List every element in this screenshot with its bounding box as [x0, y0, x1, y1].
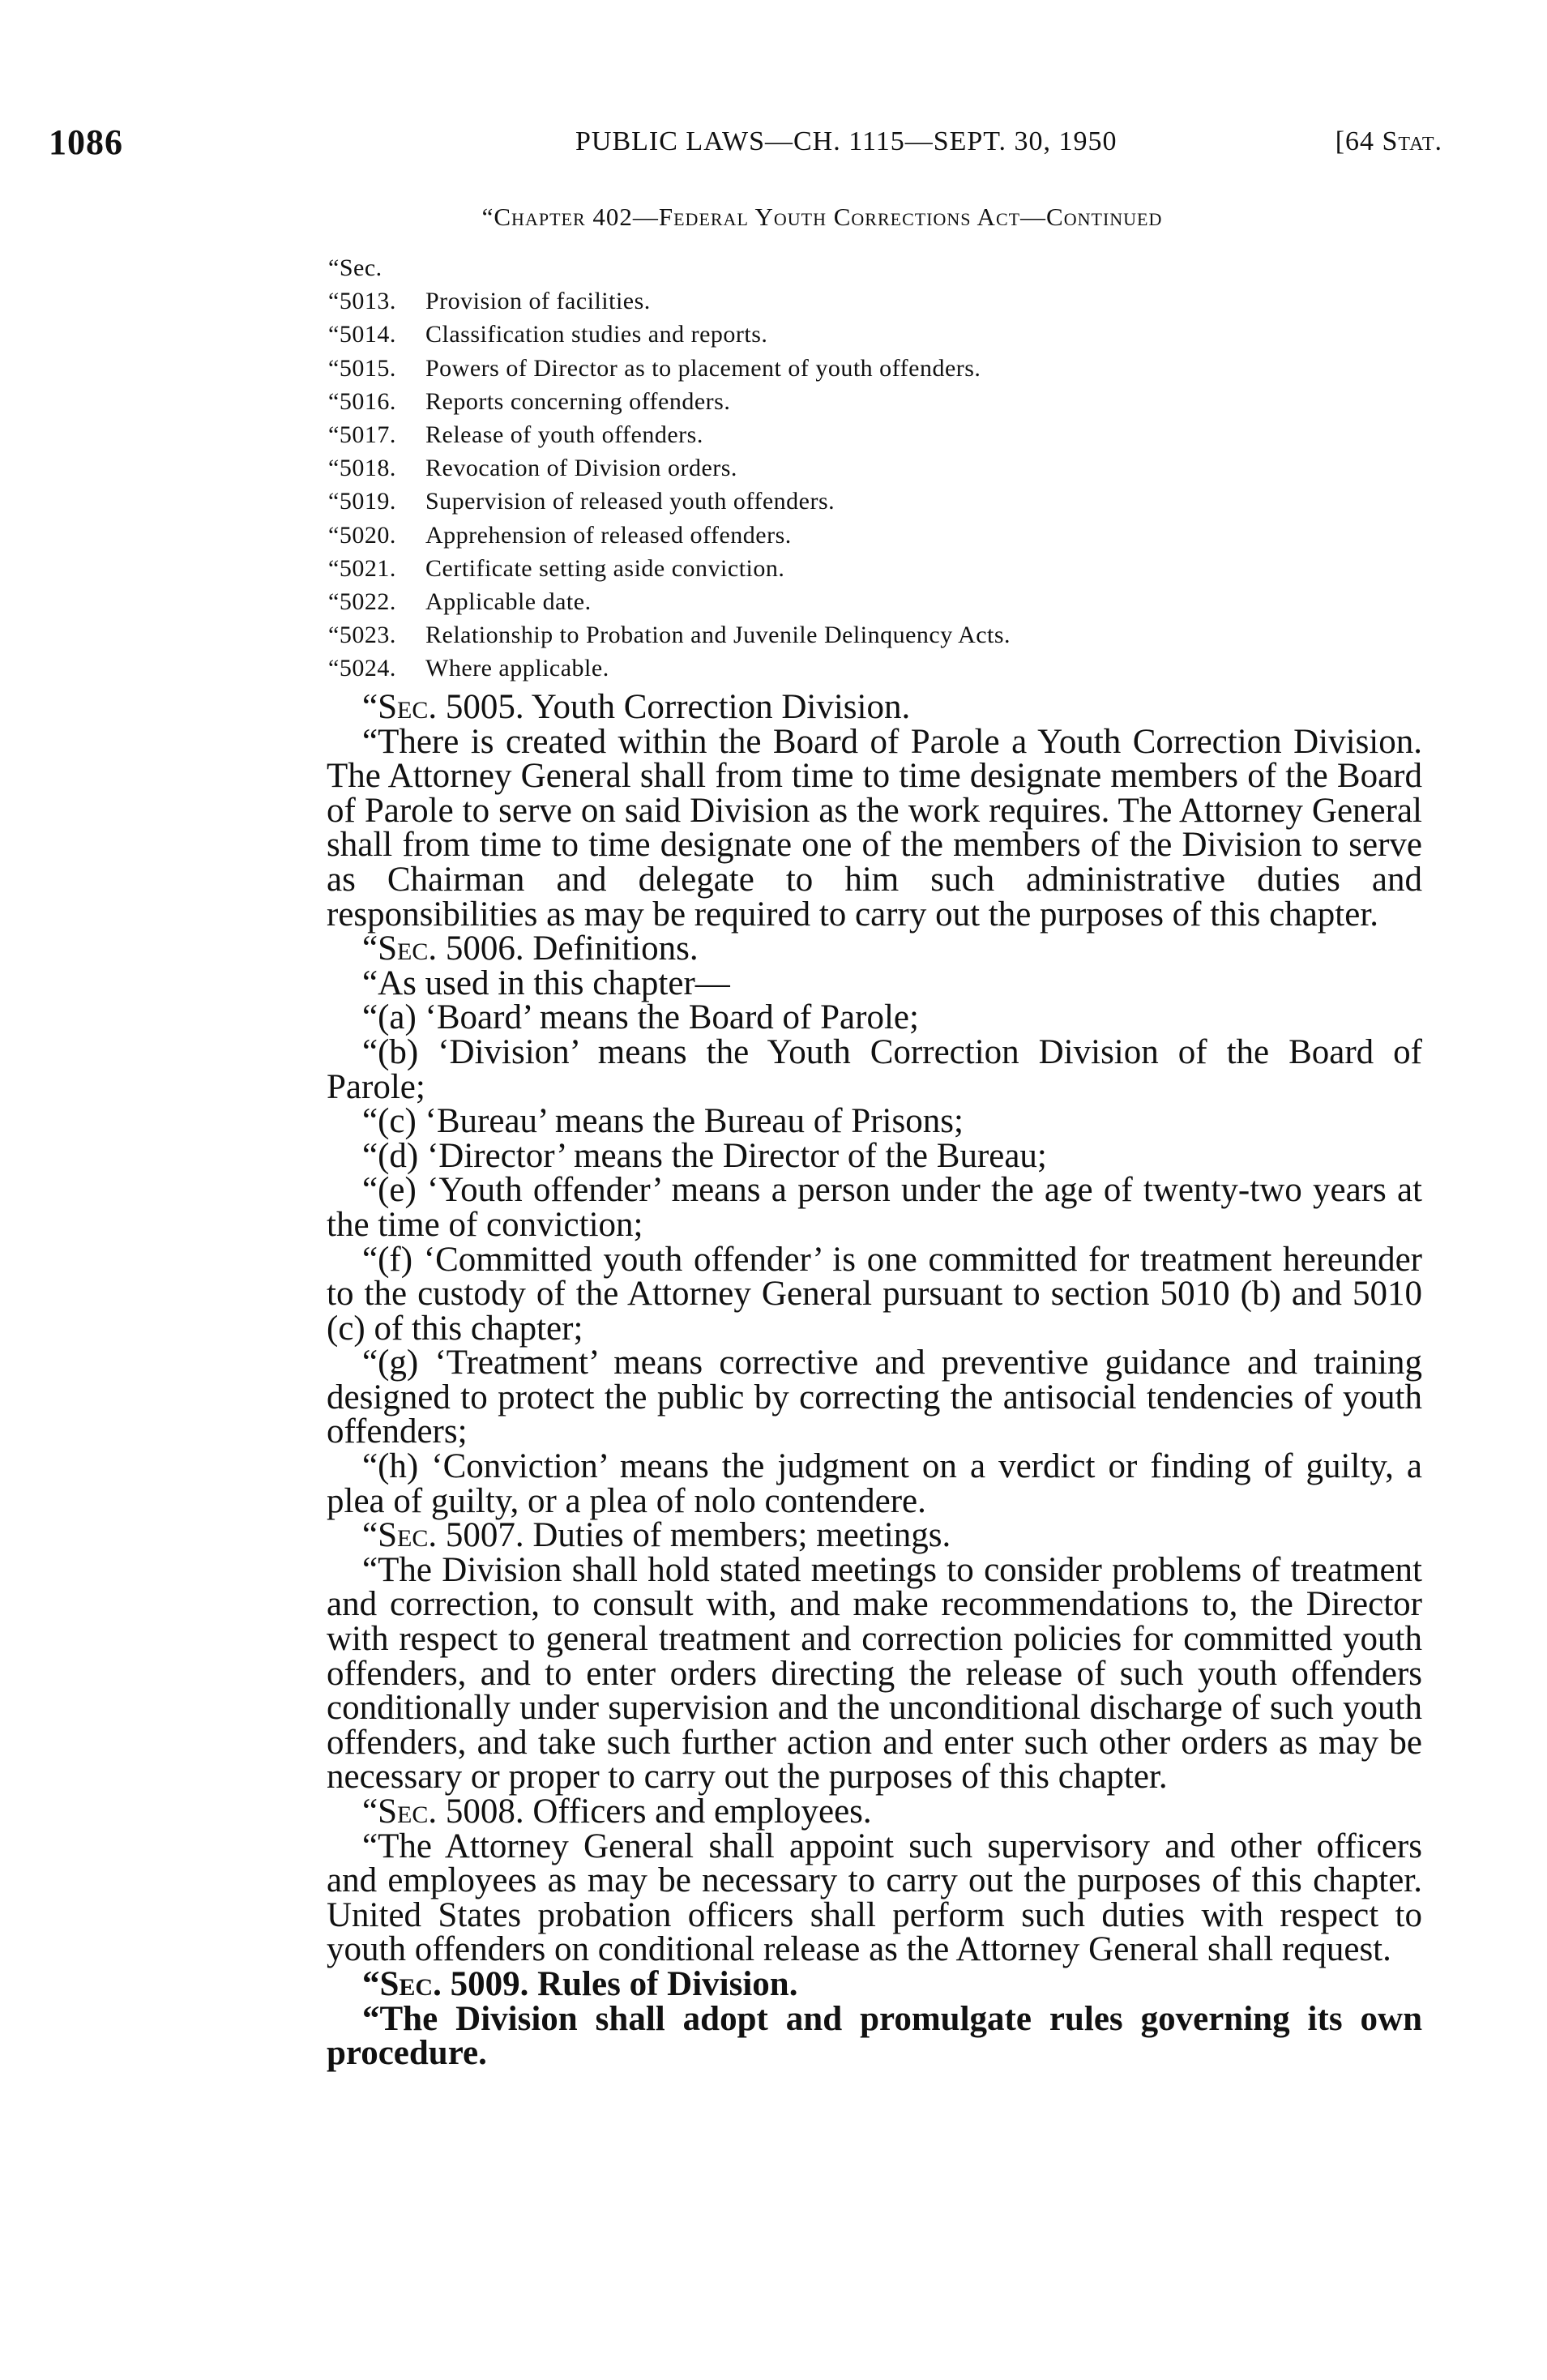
toc-number: “5015.: [328, 354, 396, 382]
section-title: 5006. Definitions.: [445, 929, 699, 968]
section-text-5009: “The Division shall adopt and promulgate rules governing its own procedure.: [327, 1999, 1422, 2073]
section-label: “Sec.: [362, 929, 438, 968]
toc-number: “5014.: [328, 321, 396, 348]
toc-row: [328, 451, 1463, 485]
toc-row: [328, 418, 1463, 451]
section-label: “Sec.: [362, 1792, 438, 1831]
definition-committed-youth-offender: “(f) ‘Committed youth offender’ is one committed for treatment hereunder to the custody of the Attorney General pursuant to section 5010 (b) and 5010 (c) of this chapter;: [327, 1240, 1422, 1348]
toc-row: [328, 352, 1463, 385]
definition-treatment: “(g) ‘Treatment’ means corrective and preventive guidance and training designed to protect the public by correcting the antisocial tendencies of youth offenders;: [327, 1344, 1422, 1451]
section-title: 5008. Officers and employees.: [445, 1792, 872, 1831]
page-header: [49, 122, 1442, 170]
toc-title: Provision of facilities.: [425, 288, 651, 315]
toc-title: Relationship to Probation and Juvenile Delinquency Acts.: [425, 622, 1011, 649]
section-heading-5006: [327, 929, 1422, 968]
toc-row: [328, 284, 1463, 318]
toc-number: “5019.: [328, 488, 396, 515]
toc-title: Classification studies and reports.: [425, 321, 768, 348]
toc-number: “5018.: [328, 455, 396, 482]
toc-row: [328, 519, 1463, 552]
toc-title: Powers of Director as to placement of youth offenders.: [425, 354, 981, 382]
toc-row: [328, 485, 1463, 518]
toc-number: “5024.: [328, 655, 396, 682]
toc-row: [328, 585, 1463, 618]
toc-number: “5022.: [328, 588, 396, 616]
toc-row: [328, 385, 1463, 418]
toc-title: Applicable date.: [425, 588, 592, 616]
toc-title: Reports concerning offenders.: [425, 387, 731, 415]
statute-body: [327, 690, 1422, 2071]
volume-reference: [1335, 126, 1442, 157]
section-heading-5005: [327, 690, 1422, 725]
section-label: “Sec.: [362, 1516, 438, 1555]
toc-title: Where applicable.: [425, 655, 609, 682]
section-heading-5007: [327, 1516, 1422, 1555]
running-head: PUBLIC LAWS—CH. 1115—SEPT. 30, 1950: [575, 126, 1118, 156]
definition-director: “(d) ‘Director’ means the Director of the Bureau;: [362, 1136, 1047, 1175]
toc-row: [328, 318, 1463, 351]
definition-bureau: “(c) ‘Bureau’ means the Bureau of Prisons;: [362, 1102, 964, 1141]
definition-conviction: “(h) ‘Conviction’ means the judgment on a verdict or finding of guilty, a plea of guilty, or a plea of nolo contendere.: [327, 1447, 1422, 1520]
page-number: 1086: [49, 122, 123, 162]
section-heading-5009: [327, 1964, 1422, 2003]
toc-title: Certificate setting aside conviction.: [425, 554, 785, 582]
toc-title: Revocation of Division orders.: [425, 455, 737, 482]
volume-number: [64: [1335, 126, 1375, 156]
toc-row: [328, 552, 1463, 585]
section-heading-5008: [327, 1792, 1422, 1831]
toc-label: “Sec.: [328, 254, 382, 281]
toc-title: Supervision of released youth offenders.: [425, 488, 835, 515]
toc-number: “5013.: [328, 288, 396, 315]
definition-youth-offender: “(e) ‘Youth offender’ means a person under the age of twenty-two years at the time of conviction;: [327, 1171, 1422, 1244]
section-label: “Sec.: [362, 1964, 442, 2003]
toc-row: [328, 618, 1463, 652]
section-table-of-contents: [328, 251, 1463, 686]
definitions-intro: “As used in this chapter—: [362, 964, 730, 1002]
definition-board: “(a) ‘Board’ means the Board of Parole;: [362, 998, 919, 1037]
chapter-heading: [0, 203, 1547, 232]
chapter-heading-text: “Chapter 402—Federal Youth Corrections Act—Continued: [481, 203, 1163, 231]
toc-number: “5020.: [328, 521, 396, 549]
toc-title: Release of youth offenders.: [425, 421, 703, 449]
section-title: 5005. Youth Correction Division.: [445, 688, 911, 726]
section-text-5008: “The Attorney General shall appoint such supervisory and other officers and employees as may be necessary to carry out the purposes of this chapter. United States probation officers shall perform such duties with respect to youth offenders on conditional release as the Attorney General shall request.: [327, 1827, 1422, 1969]
toc-title: Apprehension of released offenders.: [425, 521, 792, 549]
toc-number: “5017.: [328, 421, 396, 449]
volume-stat: Stat.: [1382, 126, 1442, 156]
section-title: 5009. Rules of Division.: [450, 1964, 798, 2003]
toc-number: “5023.: [328, 622, 396, 649]
section-text-5005: “There is created within the Board of Parole a Youth Correction Division. The Attorney General shall from time to time designate members of the Board of Parole to serve on said Division as the work requires. The Attorney General shall from time to time designate one of the members of the Division to serve as Chairman and delegate to him such administrative duties and responsibilities as may be required to carry out the purposes of this chapter.: [327, 722, 1422, 934]
section-title: 5007. Duties of members; meetings.: [445, 1516, 951, 1555]
toc-number: “5016.: [328, 387, 396, 415]
definition-division: “(b) ‘Division’ means the Youth Correction Division of the Board of Parole;: [327, 1032, 1422, 1106]
toc-row: [328, 652, 1463, 685]
section-text-5007: “The Division shall hold stated meetings to consider problems of treatment and correction, to consult with, and make recommendations to, the Director with respect to general treatment and correction policies for committed youth offenders, and to enter orders directing the release of such youth offenders conditionally under supervision and the unconditional discharge of such youth offenders, and take such further action and enter such other orders as may be necessary or proper to carry out the purposes of this chapter.: [327, 1550, 1422, 1797]
toc-number: “5021.: [328, 554, 396, 582]
section-label: “Sec.: [362, 688, 438, 726]
